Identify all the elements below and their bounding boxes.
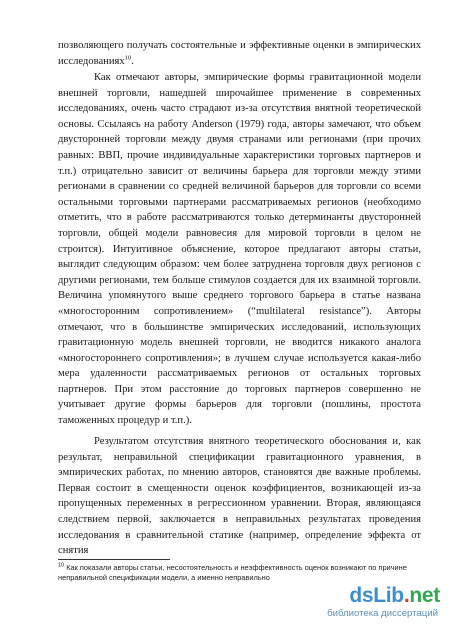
footnote-divider bbox=[58, 559, 170, 560]
footnote-line-1: Как показали авторы статьи, несостоятельность и неэффективность оценок возникают по причине bbox=[66, 563, 407, 572]
footnote-reference[interactable]: 10 bbox=[124, 54, 132, 62]
dslib-logo bbox=[349, 585, 440, 607]
result-paragraph-text: Результатом отсутствия внятного теоретического обоснования и, как результат, неправильной спецификации гравитационного уравнения, в эмпирических работах, по мнению авторов, становятся две важные проблемы. Первая состоит в смещенности оценок коэффициентов, возникающей из-за пропущенных переменных в регрессионном уравнении. Вторая, являющаяся следствием первой, заключается в неправильных результатах проведения исследования в сравнительной статике (например, определение эффекта от снятия bbox=[58, 436, 421, 557]
watermark-tagline: библиотека диссертаций bbox=[327, 608, 438, 619]
logo-ds: ds bbox=[349, 584, 374, 607]
paragraph-text: позволяющего получать состоятельные и эффективные оценки в эмпирических исследованиях bbox=[58, 40, 421, 67]
footnote bbox=[58, 563, 430, 583]
main-paragraph-text: Как отмечают авторы, эмпирические формы гравитационной модели внешней торговли, нашедшей широчайшее применение в современных исследованиях, очень часто страдают из-за отсутствия внятной теоретической основы. Ссылаясь на работу Anderson (1979) года, авторы замечают, что объем двусторонней торговли между двумя странами или регионами (при прочих равных: ВВП, прочие индивидуальные характеристики торговых партнеров и т.п.) отрицательно зависит от величины барьера для торговли между этими регионами в сравнении со средней величиной барьеров для торговли со всеми остальными торговыми партнерами рассматриваемых регионов (необходимо отметить, что в работе рассматриваются только детерминанты двусторонней торговли, общей модели равновесия для мировой торговли в целом не строится). Интуитивное объяснение, которое предлагают авторы статьи, выглядит следующим образом: чем более затруднена торговля двух регионов с другими регионами, тем больше стимулов создается для их взаимной торговли. Величина упомянутого выше среднего торгового барьера в статье названа «многосторонним сопротивлением» (“multilateral resistance”). Авторы отмечают, что в большинстве эмпирических исследований, использующих гравитационную модель внешней торговли, не вводится никакого аналога «многостороннего сопротивления»; в лучшем случае используется какая-либо мера удаленности рассматриваемых регионов от остальных торговых партнеров. При этом расстояние до торговых партнеров совершенно не учитывает другие формы барьеров для торговли (пошлины, простота таможенных процедур и т.п.). bbox=[58, 72, 421, 427]
logo-lib: Lib bbox=[373, 584, 404, 607]
paragraph-continuation bbox=[58, 38, 421, 69]
sentence-end: . bbox=[131, 55, 134, 67]
logo-dot: . bbox=[403, 584, 410, 607]
main-paragraph bbox=[58, 70, 421, 429]
logo-net: net bbox=[409, 584, 440, 607]
footnote-line-2: неправильной спецификации модели, а именно неправильно bbox=[58, 573, 270, 582]
result-paragraph bbox=[58, 434, 421, 559]
dslib-watermark[interactable] bbox=[302, 585, 440, 621]
footnote-marker: 10 bbox=[58, 562, 65, 569]
